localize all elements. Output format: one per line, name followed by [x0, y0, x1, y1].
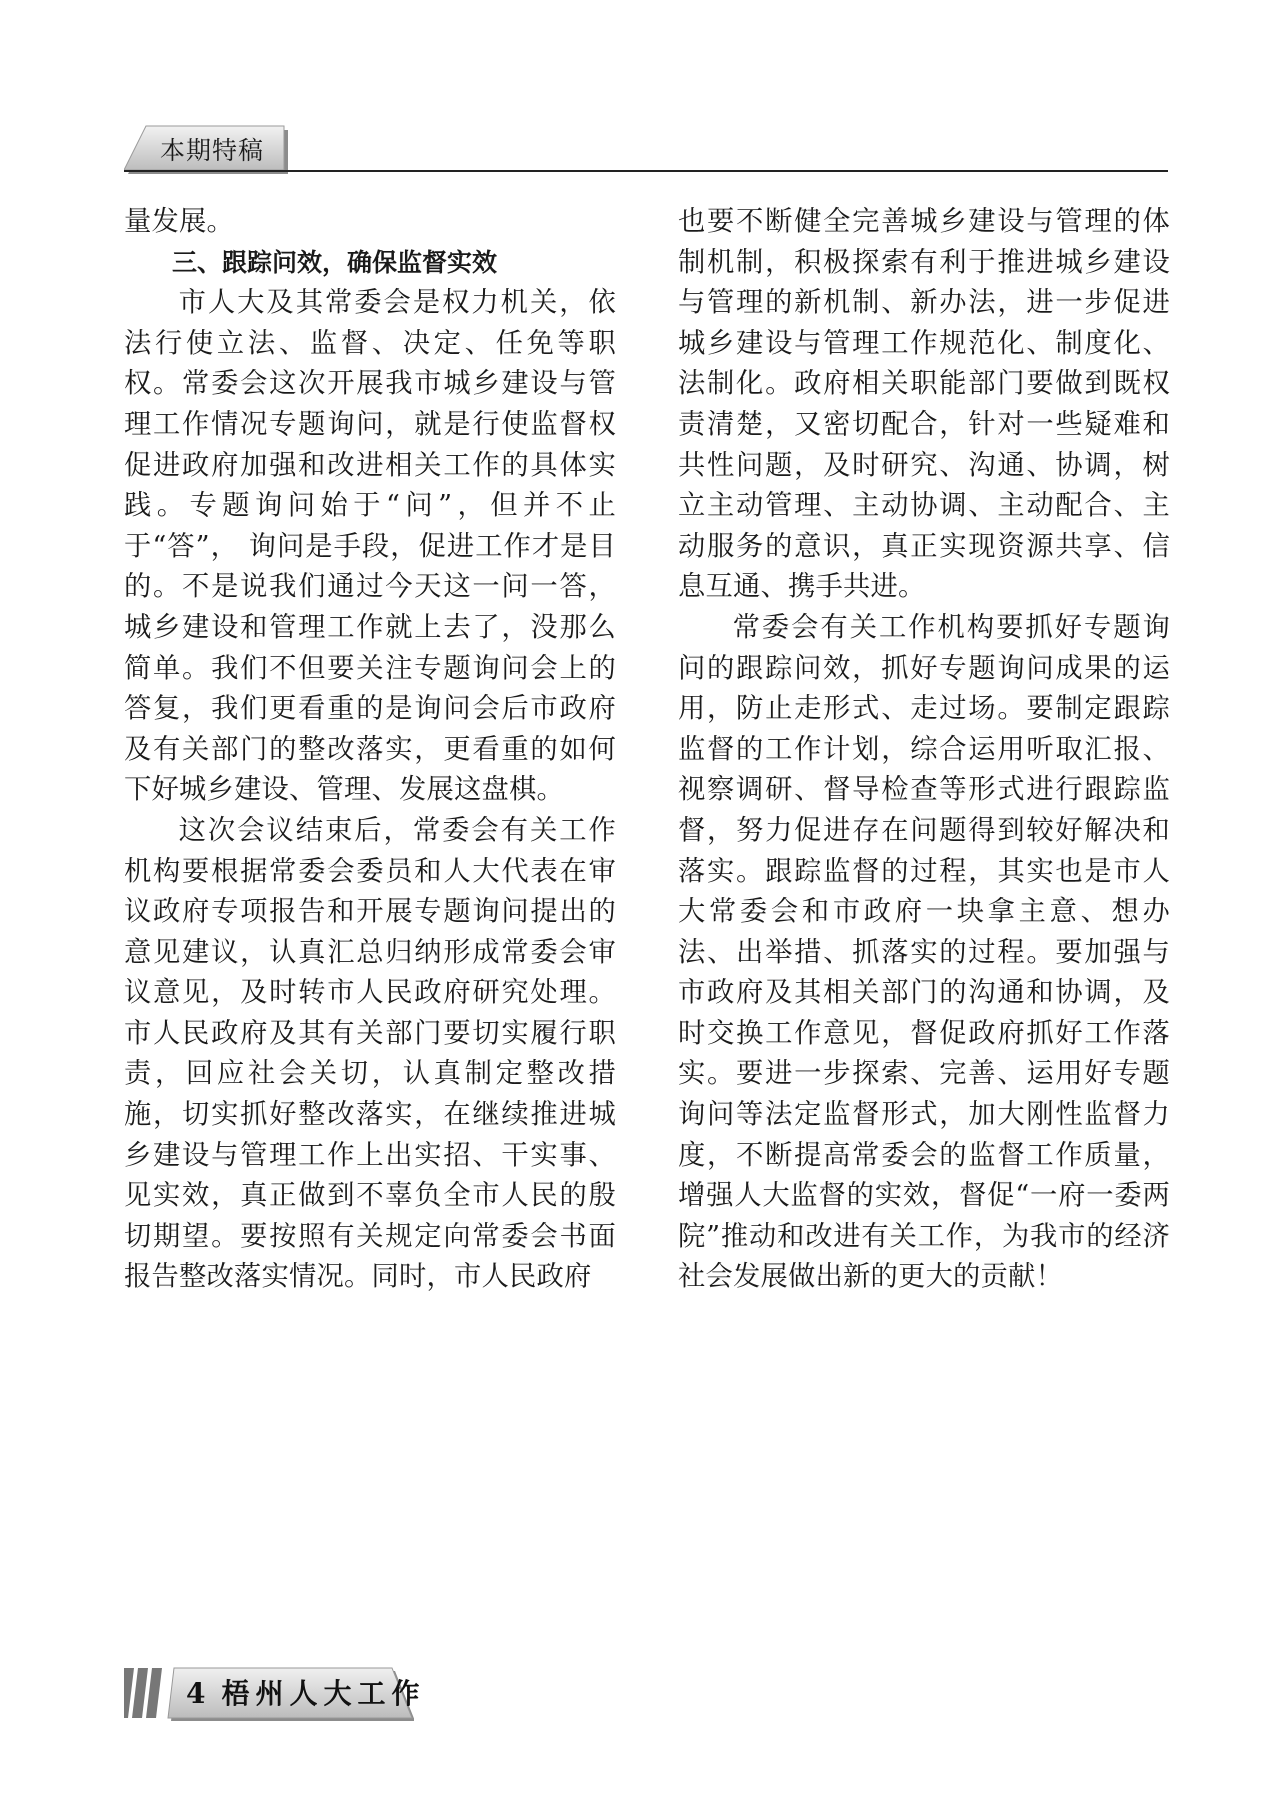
footer-text	[186, 1672, 436, 1712]
body-paragraph: 这次会议结束后，常委会有关工作机构要根据常委会委员和人大代表在审议政府专项报告和开展专题询问提出的意见建议，认真汇总归纳形成常委会审议意见，及时转市人民政府研究处理。市人民政府及其有关部门要切实履行职责，回应社会关切，认真制定整改措施，切实抓好整改落实，在继续推进城乡建设与管理工作上出实招、干实事、见实效，真正做到不辜负全市人民的殷切期望。要按照有关规定向常委会书面报告整改落实情况。同时，市人民政府	[124, 814, 616, 1293]
header-divider	[124, 170, 1168, 172]
publication-name: 梧州人大工作	[221, 1677, 426, 1710]
body-paragraph: 常委会有关工作机构要抓好专题询问的跟踪问效，抓好专题询问成果的运用，防止走形式、走过场。要制定跟踪监督的工作计划，综合运用听取汇报、视察调研、督导检查等形式进行跟踪监督，努力促进存在问题得到较好解决和落实。跟踪监督的过程，其实也是市人大常委会和市政府一块拿主意、想办法、出举措、抓落实的过程。要加强与市政府及其相关部门的沟通和协调，及时交换工作意见，督促政府抓好工作落实。要进一步探索、完善、运用好专题询问等法定监督形式，加大刚性监督力度，不断提高常委会的监督工作质量，增强人大监督的实效，督促“一府一委两院”推动和改进有关工作，为我市的经济社会发展做出新的更大的贡献！	[678, 611, 1170, 1293]
continuation-paragraph: 量发展。	[124, 206, 234, 237]
left-column	[124, 202, 616, 1298]
page-number: 4	[186, 1677, 212, 1710]
section-heading: 三、跟踪问效，确保监督实效	[172, 247, 498, 277]
body-paragraph: 也要不断健全完善城乡建设与管理的体制机制，积极探索有利于推进城乡建设与管理的新机制、新办法，进一步促进城乡建设与管理工作规范化、制度化、法制化。政府相关职能部门要做到既权责清楚，又密切配合，针对一些疑难和共性问题，及时研究、沟通、协调，树立主动管理、主动协调、主动配合、主动服务的意识，真正实现资源共享、信息互通、携手共进。	[678, 206, 1170, 603]
right-column	[678, 202, 1170, 1298]
body-paragraph: 市人大及其常委会是权力机关，依法行使立法、监督、决定、任免等职权。常委会这次开展我市城乡建设与管理工作情况专题询问，就是行使监督权促进政府加强和改进相关工作的具体实践。专题询问始于“问”，但并不止于“答”， 询问是手段，促进工作才是目的。不是说我们通过今天这一问一答，城乡建设和管理工作就上去了，没那么简单。我们不但要关注专题询问会上的答复，我们更看重的是询问会后市政府及有关部门的整改落实，更看重的如何下好城乡建设、管理、发展这盘棋。	[124, 287, 616, 806]
section-title: 本期特稿	[160, 136, 265, 165]
page-footer	[124, 1658, 426, 1724]
